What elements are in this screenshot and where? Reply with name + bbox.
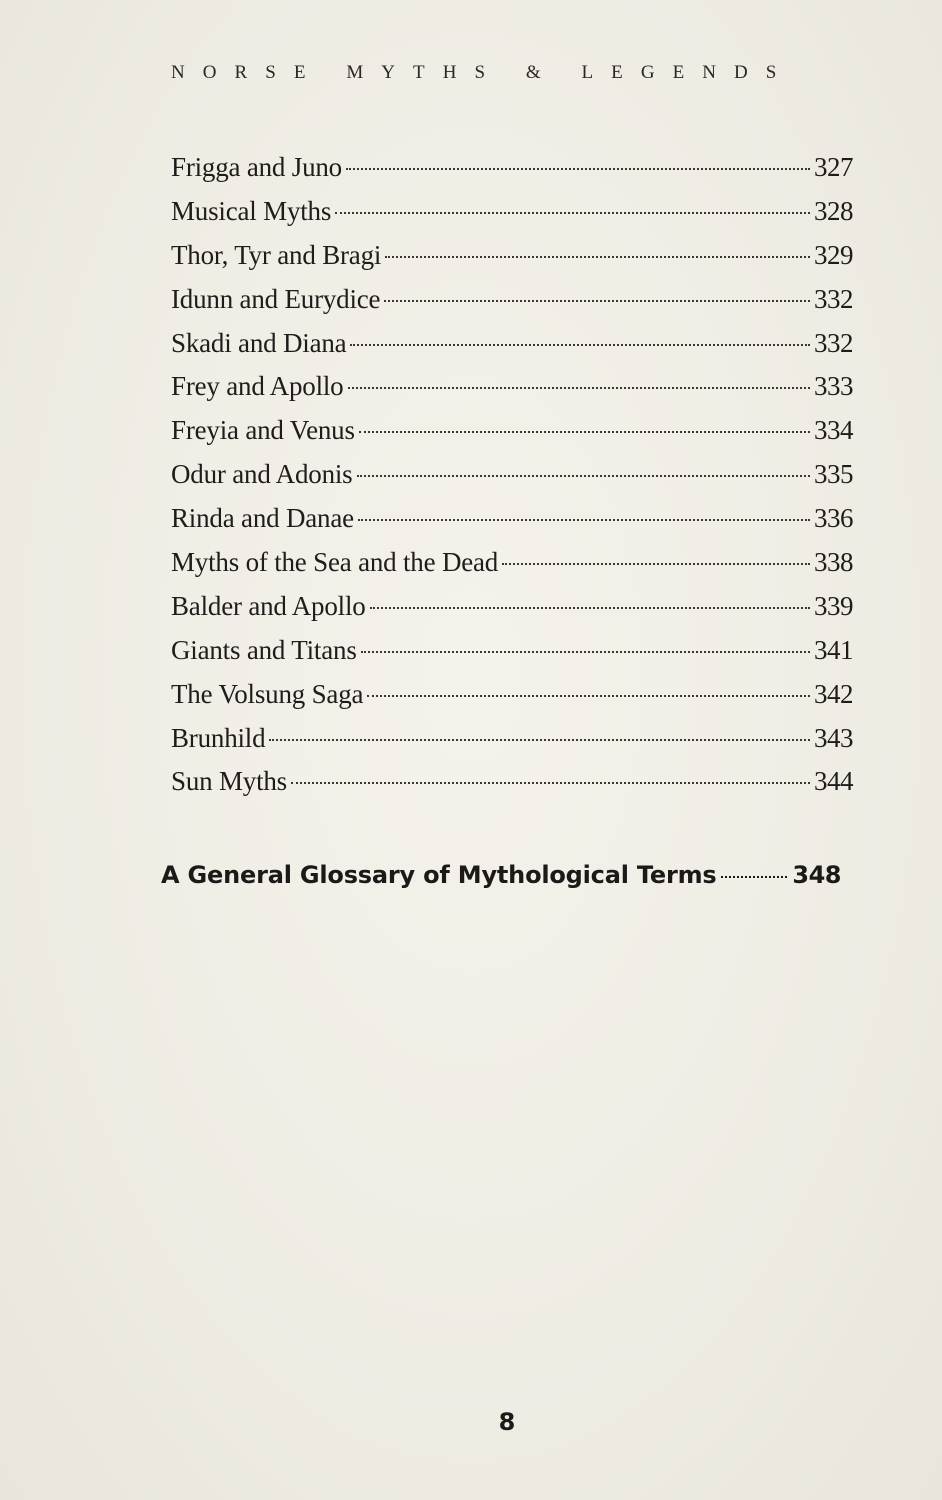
table-of-contents [171,146,853,804]
glossary-page: 348 [792,861,841,889]
toc-entry-title: Giants and Titans [171,634,357,665]
toc-entry [171,190,853,234]
toc-entry [171,365,853,409]
toc-entry-title: Skadi and Diana [171,327,347,358]
toc-entry [171,146,853,190]
toc-entry-page: 341 [814,634,853,665]
toc-entry-title: Idunn and Eurydice [171,283,381,314]
dot-leader [502,563,810,565]
toc-entry-page: 334 [814,415,853,446]
toc-entry-title: Musical Myths [171,195,332,226]
toc-entry [171,673,853,717]
page-number: 8 [498,1408,516,1436]
toc-entry-page: 342 [814,678,853,709]
dot-leader [346,168,810,170]
dot-leader [359,431,810,433]
toc-entry-page: 339 [814,590,853,621]
dot-leader [350,344,810,346]
glossary-title: A General Glossary of Mythological Terms [161,861,717,889]
toc-entry-page: 329 [814,239,853,270]
toc-entry [171,585,853,629]
toc-entry-page: 328 [814,195,853,226]
toc-entry-title: Rinda and Danae [171,503,354,534]
toc-entry-page: 343 [814,722,853,753]
dot-leader [370,607,810,609]
toc-entry-title: Freyia and Venus [171,415,355,446]
glossary-entry [161,857,841,893]
toc-entry-page: 336 [814,503,853,534]
toc-entry-title: Brunhild [171,722,266,753]
toc-entry-page: 332 [814,283,853,314]
toc-entry [171,760,853,804]
dot-leader [348,387,811,389]
toc-entry [171,322,853,366]
toc-entry-title: Frey and Apollo [171,371,344,402]
toc-entry-page: 344 [814,766,853,797]
running-head: NORSE MYTHS & LEGENDS [171,62,795,83]
toc-entry [171,541,853,585]
toc-entry-page: 332 [814,327,853,358]
dot-leader [358,519,810,521]
dot-leader [721,876,787,878]
dot-leader [357,475,811,477]
toc-entry-title: Sun Myths [171,766,287,797]
toc-entry [171,234,853,278]
toc-entry [171,278,853,322]
toc-entry-title: The Volsung Saga [171,678,364,709]
toc-entry-title: Balder and Apollo [171,590,366,621]
dot-leader [335,212,810,214]
toc-entry [171,629,853,673]
toc-entry-title: Odur and Adonis [171,459,353,490]
toc-entry [171,453,853,497]
toc-entry-page: 327 [814,152,853,182]
toc-entry [171,497,853,541]
toc-entry-title: Myths of the Sea and the Dead [171,547,499,578]
dot-leader [361,651,810,653]
toc-entry [171,409,853,453]
toc-entry-page: 333 [814,371,853,402]
dot-leader [269,739,810,741]
dot-leader [384,300,810,302]
dot-leader [291,782,810,784]
dot-leader [367,695,810,697]
toc-entry-title: Frigga and Juno [171,152,342,182]
toc-entry-page: 338 [814,547,853,578]
toc-entry [171,717,853,761]
toc-entry-title: Thor, Tyr and Bragi [171,239,382,270]
dot-leader [385,256,810,258]
toc-entry-page: 335 [814,459,853,490]
